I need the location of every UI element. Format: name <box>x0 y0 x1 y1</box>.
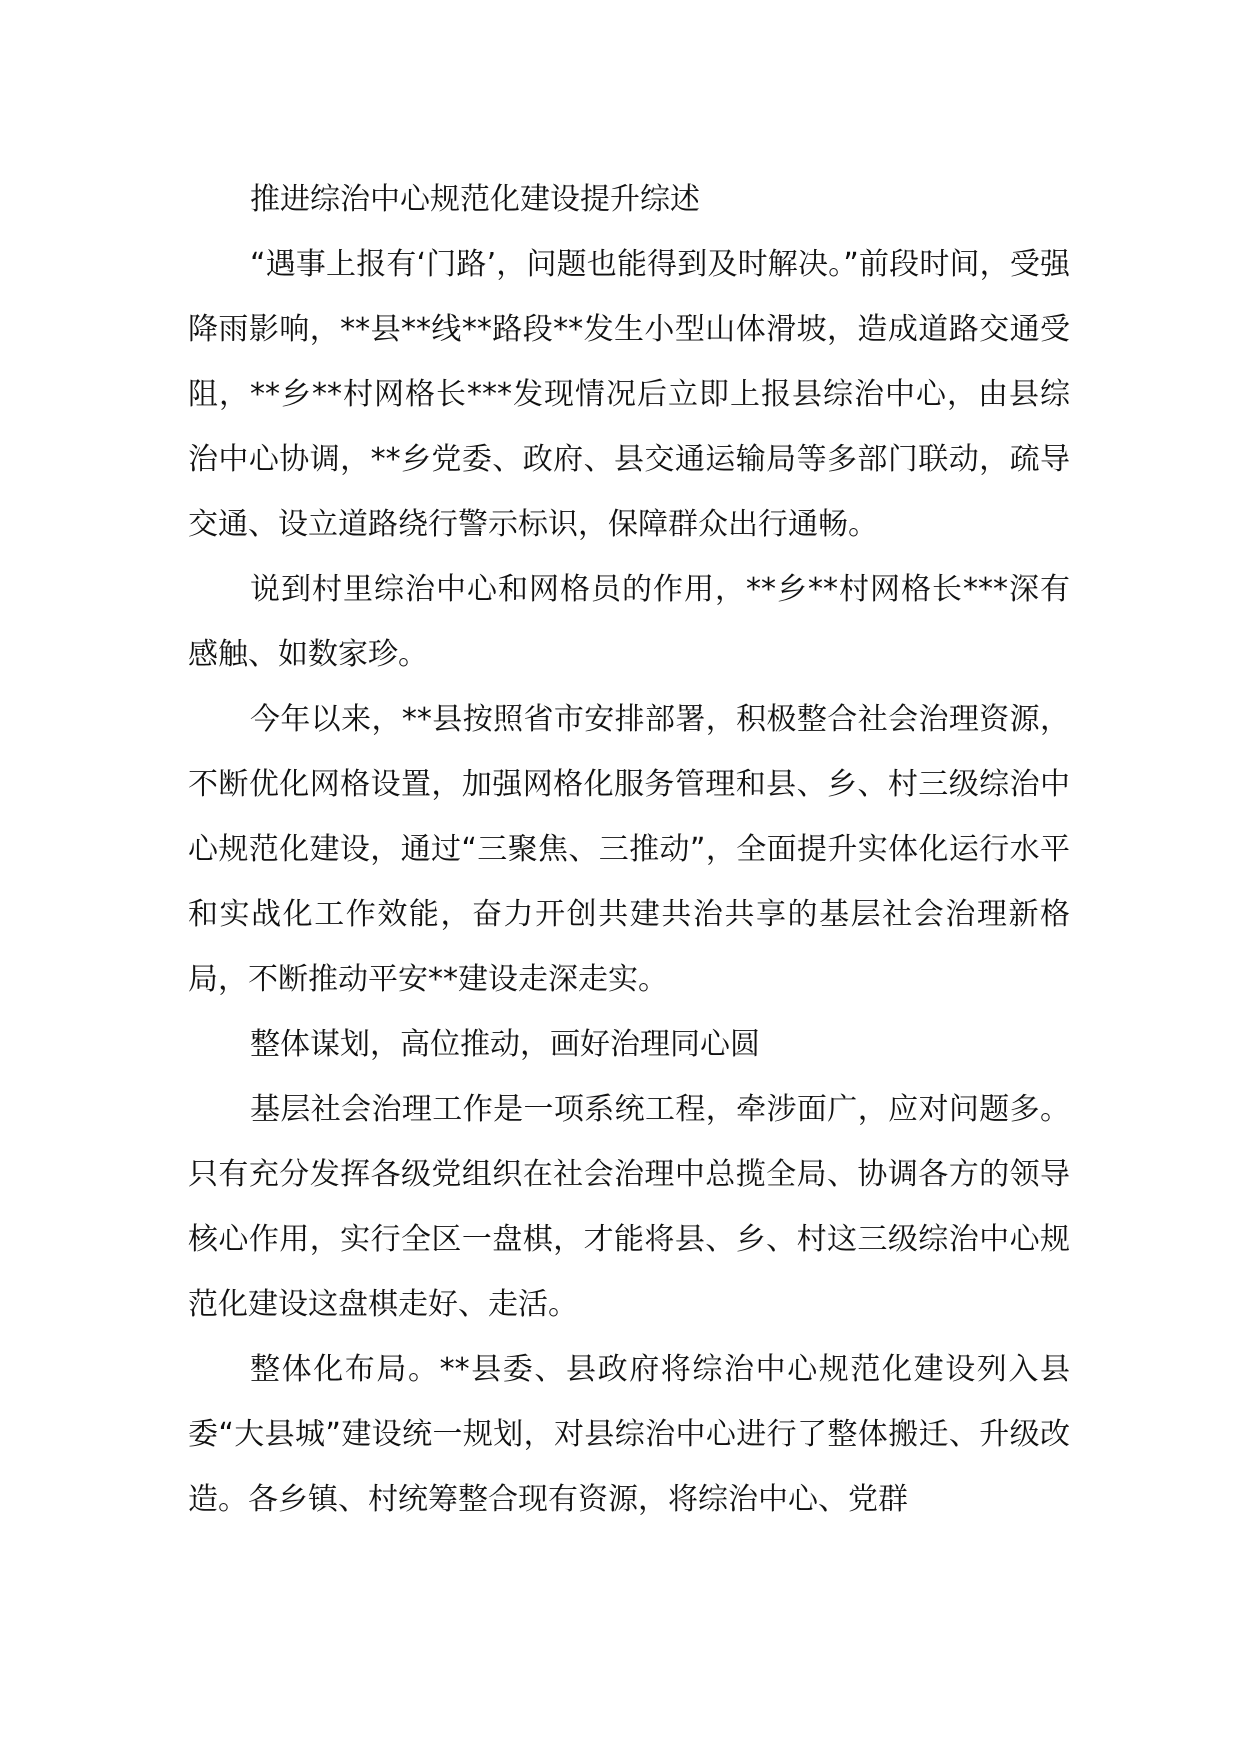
paragraph-4: 基层社会治理工作是一项系统工程，牵涉面广，应对问题多。只有充分发挥各级党组织在社会治理中总揽全局、协调各方的领导核心作用，实行全区一盘棋，才能将县、乡、村这三级综治中心规范化建设这盘棋走好、走活。 <box>188 1092 1070 1322</box>
paragraph-3: 今年以来，**县按照省市安排部署，积极整合社会治理资源，不断优化网格设置，加强网格化服务管理和县、乡、村三级综治中心规范化建设，通过“三聚焦、三推动”，全面提升实体化运行水平和实战化工作效能，奋力开创共建共治共享的基层社会治理新格局，不断推动平安**建设走深走实。 <box>188 702 1070 997</box>
document-page <box>188 167 1070 1532</box>
paragraph-2: 说到村里综治中心和网格员的作用，**乡**村网格长***深有感触、如数家珍。 <box>188 572 1070 672</box>
paragraph-5: 整体化布局。**县委、县政府将综治中心规范化建设列入县委“大县城”建设统一规划，对县综治中心进行了整体搬迁、升级改造。各乡镇、村统筹整合现有资源，将综治中心、党群 <box>188 1352 1070 1517</box>
paragraph-1: “遇事上报有‘门路’，问题也能得到及时解决。”前段时间，受强降雨影响，**县**线**路段**发生小型山体滑坡，造成道路交通受阻，**乡**村网格长***发现情况后立即上报县综治中心，由县综治中心协调，**乡党委、政府、县交通运输局等多部门联动，疏导交通、设立道路绕行警示标识，保障群众出行通畅。 <box>188 247 1070 542</box>
document-title: 推进综治中心规范化建设提升综述 <box>250 182 700 217</box>
section-heading: 整体谋划，高位推动，画好治理同心圆 <box>250 1027 760 1062</box>
